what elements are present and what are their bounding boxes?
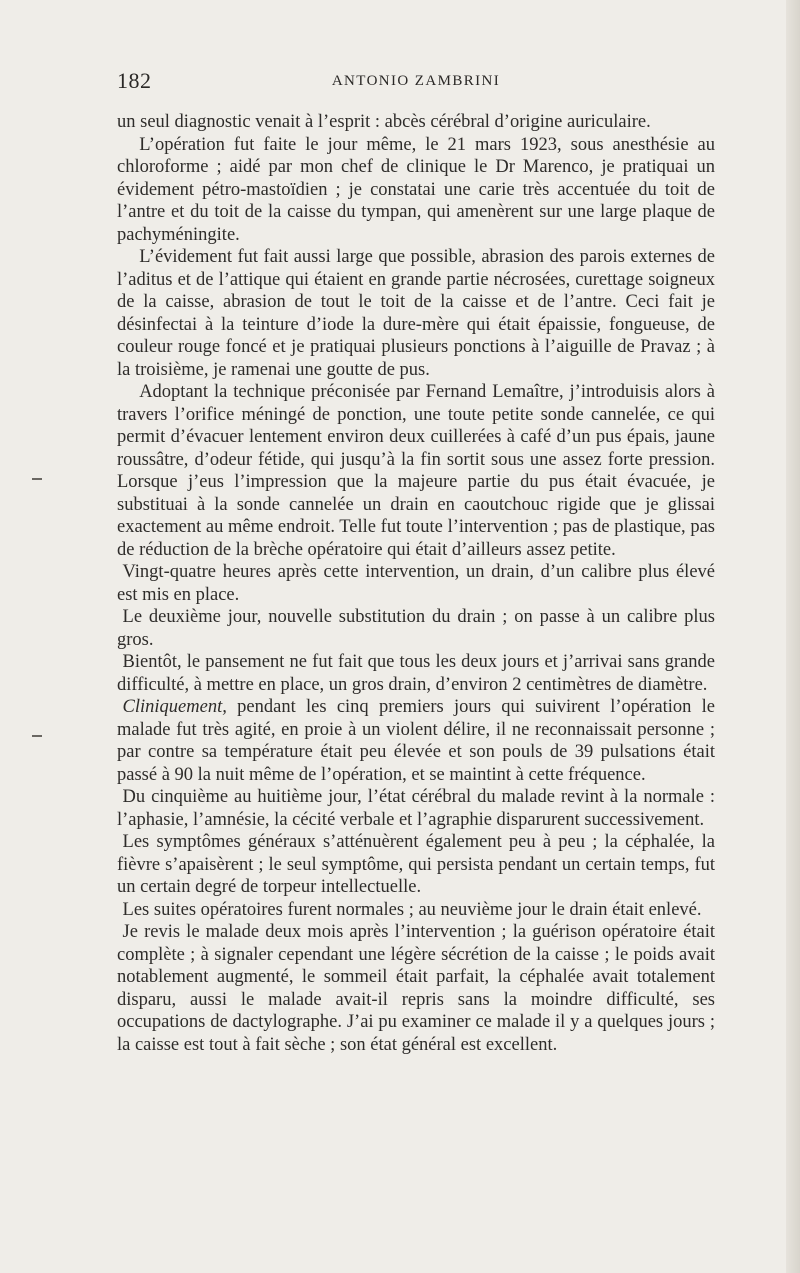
paragraph: Le deuxième jour, nouvelle substitution du drain ; on passe à un calibre plus gros. (117, 607, 715, 650)
margin-mark (32, 735, 42, 737)
paragraph (117, 696, 715, 786)
paragraph: Vingt-quatre heures après cette intervention, un drain, d’un calibre plus élevé est mis en place. (117, 562, 715, 605)
paragraph: Du cinquième au huitième jour, l’état cérébral du malade revint à la normale : l’aphasie, l’amnésie, la cécité verbale et l’agraphie disparurent successivement. (117, 787, 715, 830)
paragraph: Adoptant la technique préconisée par Fernand Lemaître, j’introduisis alors à travers l’orifice méningé de ponction, une toute petite sonde cannelée, ce qui permit d’évacuer lentement environ deux cuillerées à café d’un pus épais, jaune roussâtre, d’odeur fétide, qui jusqu’à la fin sortit sous une assez forte pression. Lorsque j’eus l’impression que la majeure partie du pus était évacuée, je substituai à la sonde cannelée un drain en caoutchouc rigide que je glissai exactement au même endroit. Telle fut toute l’intervention ; pas de plastique, pas de réduction de la brèche opératoire qui était d’ailleurs assez petite. (117, 382, 715, 560)
paragraph: Les suites opératoires furent normales ; au neuvième jour le drain était enlevé. (122, 899, 702, 920)
page-header (117, 68, 715, 94)
paragraph: Je revis le malade deux mois après l’intervention ; la guérison opératoire était complète ; à signaler cependant une légère sécrétion de la caisse ; le poids avait notablement augmenté, le sommeil était parfait, la céphalée avait totalement disparu, aussi le malade avait-il repris sans la moindre difficulté, ses occupations de dactylographe. J’ai pu examiner ce malade il y a quelques jours ; la caisse est tout à fait sèche ; son état général est excellent. (117, 922, 715, 1055)
paragraph-lead-in: Cliniquement, (122, 697, 227, 717)
paragraph: Les symptômes généraux s’atténuèrent également peu à peu ; la céphalée, la fièvre s’apaisèrent ; le seul symptôme, qui persista pendant un certain temps, fut un certain degré de torpeur intellectuelle. (117, 832, 715, 897)
page-number: 182 (117, 68, 152, 93)
paragraph: L’opération fut faite le jour même, le 21 mars 1923, sous anesthésie au chloroforme ; aidé par mon chef de clinique le Dr Marenco, je pratiquai un évidement pétro-mastoïdien ; je constatai une carie très accentuée du toit de l’antre et du toit de la caisse du tympan, qui amenèrent sur une large plaque de pachyméningite. (117, 134, 715, 245)
paragraph: un seul diagnostic venait à l’esprit : abcès cérébral d’origine auriculaire. (117, 112, 651, 132)
margin-mark (32, 478, 42, 480)
running-title: ANTONIO ZAMBRINI (331, 73, 501, 89)
paragraph: L’évidement fut fait aussi large que possible, abrasion des parois externes de l’aditus et de l’attique qui étaient en grande partie nécrosées, curettage soigneux de la caisse, abrasion de tout le toit de la caisse et de l’antre. Ceci fait je désinfectai à la teinture d’iode la dure-mère qui était épaissie, fongueuse, de couleur rouge foncé et je pratiquai plusieurs ponctions à l’aiguille de Pravaz ; à la troisième, je ramenai une goutte de pus. (117, 247, 715, 380)
paragraph: Bientôt, le pansement ne fut fait que tous les deux jours et j’arrivai sans grande difficulté, à mettre en place, un gros drain, d’environ 2 centimètres de diamètre. (117, 652, 715, 695)
paragraph-text: pendant les cinq premiers jours qui suivirent l’opération le malade fut très agité, en proie à un violent délire, il ne reconnaissait personne ; par contre sa température était peu élevée et son pouls de 39 pulsations était passé à 90 la nuit même de l’opération, et se maintint à cette fréquence. (117, 697, 715, 785)
page-gutter (786, 0, 800, 1273)
body-text (117, 111, 715, 1056)
